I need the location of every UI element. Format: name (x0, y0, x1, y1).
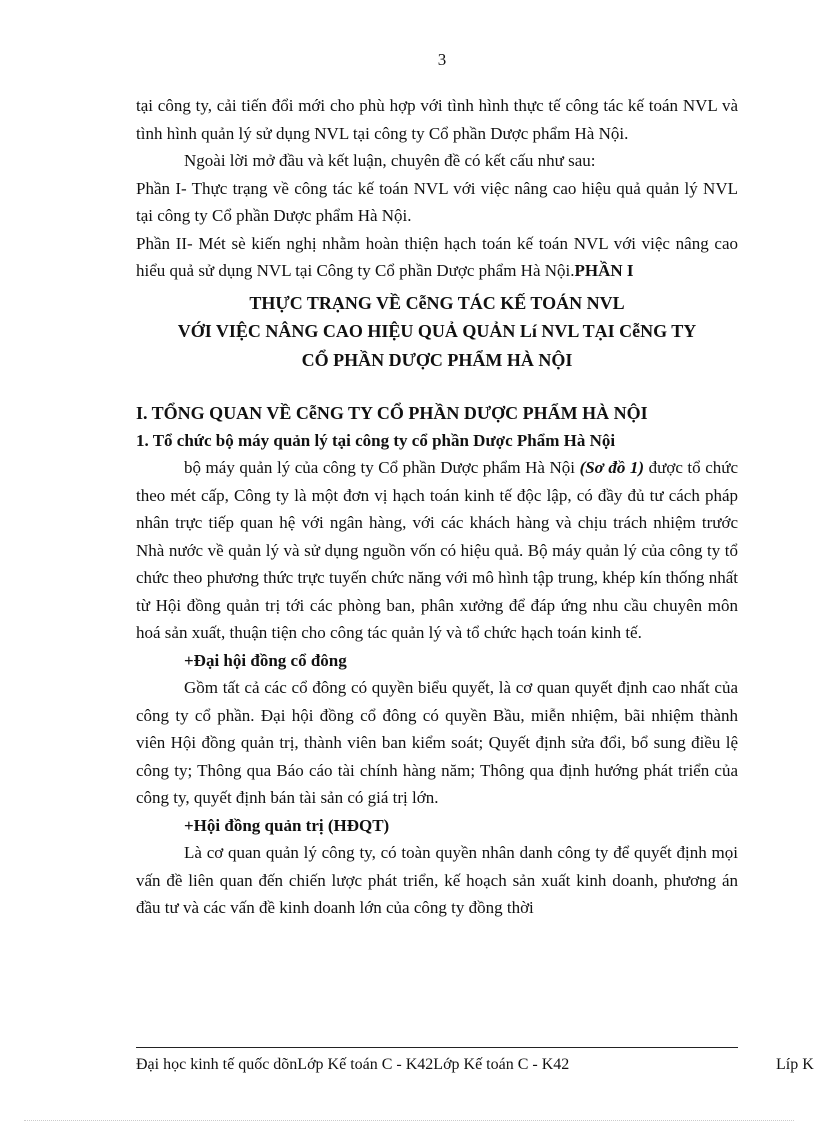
label-board-of-directors: +Hội đồng quản trị (HĐQT) (184, 815, 390, 835)
intro-paragraph-4 (136, 230, 738, 285)
intro-paragraph-2: Ngoài lời mở đầu và kết luận, chuyên đề có kết cấu như sau: (184, 151, 596, 170)
footer-divider (136, 1047, 738, 1048)
page-bottom-dotted-rule (24, 1120, 794, 1121)
diagram-reference: (Sơ đồ 1) (579, 458, 645, 477)
subsection-title: 1. Tổ chức bộ máy quản lý tại công ty cổ phần Dược Phẩm Hà Nội (136, 431, 616, 450)
intro-paragraph-3: Phần I- Thực trạng về công tác kế toán NVL với việc nâng cao hiệu quả quản lý NVL tại công ty Cổ phần Dược phẩm Hà Nội. (136, 178, 738, 225)
chapter-title-line-3: CỔ PHẦN DƯỢC PHẨM HÀ NỘI (301, 349, 573, 370)
body-paragraph-3: Là cơ quan quản lý công ty, có toàn quyền nhân danh công ty để quyết định mọi vấn đề liên quan đến chiến lược phát triển, kế hoạch sản xuất kinh doanh, phương án đầu tư và các vấn đề kinh doanh lớn của công ty đồng thời (136, 843, 738, 917)
body-paragraph-1-start: bộ máy quản lý của công ty Cổ phần Dược phẩm Hà Nội (184, 458, 580, 477)
body-paragraph-1 (136, 454, 738, 647)
intro-paragraph-1: tại công ty, cải tiến đổi mới cho phù hợp với tình hình thực tế công tác kế toán NVL và tình hình quản lý sử dụng NVL tại công ty Cổ phần Dược phẩm Hà Nội. (136, 96, 738, 143)
document-body (136, 92, 738, 922)
footer-left-text: Đại học kinh tế quốc dõnLớp Kế toán C - K42Lớp Kế toán C - K42 (136, 1056, 570, 1073)
part-one-label: PHẦN I (574, 261, 634, 280)
chapter-title-line-2: VỚI VIỆC NÂNG CAO HIỆU QUẢ QUẢN Lí NVL TẠI CễNG TY (177, 321, 697, 341)
chapter-title (136, 289, 738, 375)
body-paragraph-1-rest: được tổ chức theo mét cấp, Công ty là một đơn vị hạch toán kinh tế độc lập, có đầy đủ tư cách pháp nhân trực tiếp quan hệ với ngân hàng, với các khách hàng và chịu trách nhiệm trước Nhà nước về quản lý và sử dụng nguồn vốn có hiệu quả. Bộ máy quản lý của công ty tổ chức theo phương thức trực tuyến chức năng với mô hình tập trung, khép kín thống nhất từ Hội đồng quản trị tới các phòng ban, phân xưởng để đáp ứng nhu cầu chuyên môn hoá sản xuất, thuận tiện cho công tác quản lý và tổ chức hạch toán kinh tế. (136, 458, 739, 642)
chapter-title-line-1: THỰC TRẠNG VỀ CễNG TÁC KẾ TOÁN NVL (249, 292, 625, 313)
part-two-text: Phần II- Mét sè kiến nghị nhằm hoàn thiện hạch toán kế toán NVL với việc nâng cao hiểu quả sử dụng NVL tại Công ty Cổ phần Dược phẩm Hà Nội. (136, 233, 738, 280)
footer-right-text: Líp K (776, 1056, 814, 1073)
section-title: I. TỔNG QUAN VỀ CễNG TY CỔ PHẦN DƯỢC PHẨM HÀ NỘI (136, 403, 648, 423)
page-number: 3 (437, 50, 447, 69)
label-shareholders-meeting: +Đại hội đồng cổ đông (184, 650, 347, 670)
body-paragraph-2: Gồm tất cả các cổ đông có quyền biểu quyết, là cơ quan quyết định cao nhất của công ty cổ phần. Đại hội đồng cổ đông có quyền Bầu, miễn nhiệm, bãi nhiệm thành viên Hội đồng quản trị, thành viên ban kiểm soát; Quyết định sửa đổi, bổ sung điều lệ công ty; Thông qua Báo cáo tài chính hàng năm; Thông qua định hướng phát triển của công ty, quyết định bán tài sản có giá trị lớn. (136, 678, 738, 807)
